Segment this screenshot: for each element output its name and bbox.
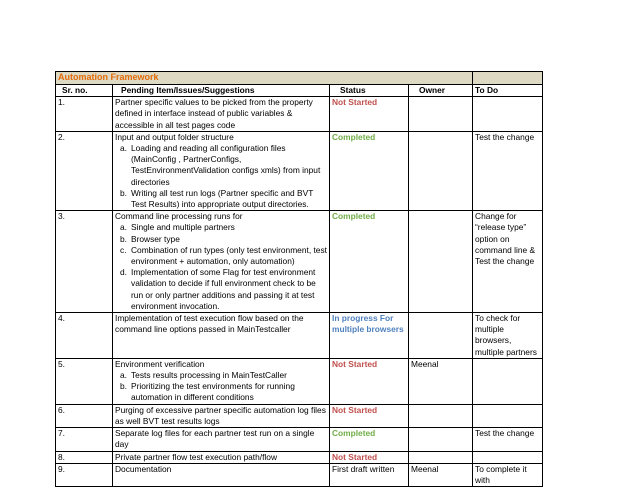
- row-item: [113, 358, 330, 404]
- row-item-subpoint: [115, 245, 327, 267]
- row-status: In progress For multiple browsers: [330, 313, 409, 359]
- subpoint-label: a.: [120, 370, 127, 381]
- row-sr: 6.: [56, 404, 113, 427]
- row-todo: To check for multiple browsers, multiple partners: [473, 313, 543, 359]
- row-item-subpoint: [115, 370, 327, 381]
- header-item: Pending Item/Issues/Suggestions: [113, 85, 330, 97]
- row-todo: Test the change: [473, 428, 543, 451]
- table-row: [56, 131, 543, 210]
- subpoint-text: Combination of run types (only test environment, test environment + automation, only automation): [131, 244, 327, 267]
- row-sr: 1.: [56, 97, 113, 132]
- row-item-main: Environment verification: [115, 358, 205, 369]
- row-item-subpoint: [115, 188, 327, 210]
- row-owner: [409, 131, 473, 210]
- table-row: [56, 313, 543, 359]
- row-owner: [409, 451, 473, 463]
- row-item: [113, 131, 330, 210]
- row-item-main: Purging of excessive partner specific automation log files as well BVT test results logs: [115, 404, 326, 426]
- row-sr: 5.: [56, 358, 113, 404]
- row-item-main: Private partner flow test execution path/flow: [115, 451, 277, 462]
- row-sr: 3.: [56, 211, 113, 313]
- row-item: [113, 451, 330, 463]
- subpoint-label: b.: [120, 381, 127, 392]
- table-title-row: [56, 72, 543, 85]
- row-item-subpoint: [115, 222, 327, 233]
- row-item-main: Partner specific values to be picked from the property defined in interface instead of public variables & accessible in all test pages code: [115, 97, 313, 130]
- subpoint-text: Implementation of some Flag for test environment validation to decide if full environment check to be run or only partner additions and passing it at test environment invocation.: [131, 267, 316, 311]
- row-owner: [409, 211, 473, 313]
- subpoint-text: Writing all test run logs (Partner specific and BVT Test Results) into appropriate output directories.: [131, 187, 314, 210]
- row-todo: To complete it with: [473, 463, 543, 486]
- subpoint-text: Tests results processing in MainTestCaller: [131, 370, 287, 381]
- table-row: [56, 358, 543, 404]
- row-item-main: Documentation: [115, 463, 172, 474]
- table-row: [56, 97, 543, 132]
- table-row: [56, 404, 543, 427]
- row-status: Not Started: [330, 404, 409, 427]
- row-owner: Meenal: [409, 358, 473, 404]
- subpoint-text: Single and multiple partners: [131, 222, 235, 233]
- subpoint-label: a.: [120, 143, 127, 154]
- subpoint-label: b.: [120, 187, 127, 198]
- header-todo: To Do: [473, 85, 543, 97]
- row-sr: 8.: [56, 451, 113, 463]
- table-row: [56, 463, 543, 486]
- row-owner: [409, 313, 473, 359]
- header-sr: Sr. no.: [56, 85, 113, 97]
- row-status: Not Started: [330, 451, 409, 463]
- row-item-subpoint: [115, 234, 327, 245]
- automation-framework-table: [55, 71, 543, 487]
- row-status: Not Started: [330, 97, 409, 132]
- subpoint-text: Browser type: [131, 233, 180, 244]
- row-status: Completed: [330, 131, 409, 210]
- row-item: [113, 313, 330, 359]
- row-item-subpoint: [115, 381, 327, 403]
- row-todo: [473, 97, 543, 132]
- row-item: [113, 404, 330, 427]
- subpoint-label: d.: [120, 267, 127, 278]
- table-row: [56, 451, 543, 463]
- row-sr: 9.: [56, 463, 113, 486]
- table-row: [56, 211, 543, 313]
- table-row: [56, 428, 543, 451]
- row-owner: [409, 97, 473, 132]
- row-item-main: Input and output folder structure: [115, 131, 234, 142]
- row-item-subpoint: [115, 143, 327, 188]
- row-todo: Change for “release type” option on command line & Test the change: [473, 211, 543, 313]
- subpoint-text: Loading and reading all configuration files (MainConfig , PartnerConfigs, TestEnvironmentValidation configs xmls) from input directories: [131, 143, 321, 187]
- table-header-row: [56, 85, 543, 97]
- row-item-subpoint: [115, 267, 327, 312]
- row-owner: Meenal: [409, 463, 473, 486]
- header-owner: Owner: [409, 85, 473, 97]
- row-status: Completed: [330, 428, 409, 451]
- document-page: [55, 71, 542, 487]
- subpoint-label: b.: [120, 233, 127, 244]
- row-item-main: Separate log files for each partner test run on a single day: [115, 428, 315, 450]
- row-todo: [473, 358, 543, 404]
- row-owner: [409, 404, 473, 427]
- row-item: [113, 97, 330, 132]
- table-title: Automation Framework: [56, 72, 473, 85]
- subpoint-text: Prioritizing the test environments for running automation in different conditions: [131, 381, 295, 403]
- row-sr: 2.: [56, 131, 113, 210]
- row-todo: [473, 451, 543, 463]
- row-sr: 4.: [56, 313, 113, 359]
- row-item: [113, 211, 330, 313]
- row-todo: Test the change: [473, 131, 543, 210]
- row-item: [113, 463, 330, 486]
- row-sr: 7.: [56, 428, 113, 451]
- row-item-main: Command line processing runs for: [115, 211, 243, 222]
- row-todo: [473, 404, 543, 427]
- subpoint-label: c.: [120, 244, 127, 255]
- row-owner: [409, 428, 473, 451]
- row-status: Completed: [330, 211, 409, 313]
- subpoint-label: a.: [120, 222, 127, 233]
- row-status: First draft written: [330, 463, 409, 486]
- row-status: Not Started: [330, 358, 409, 404]
- row-item-main: Implementation of test execution flow based on the command line options passed in MainTestcaller: [115, 313, 304, 335]
- table-title-extra-cell: [473, 72, 543, 85]
- row-item: [113, 428, 330, 451]
- header-status: Status: [330, 85, 409, 97]
